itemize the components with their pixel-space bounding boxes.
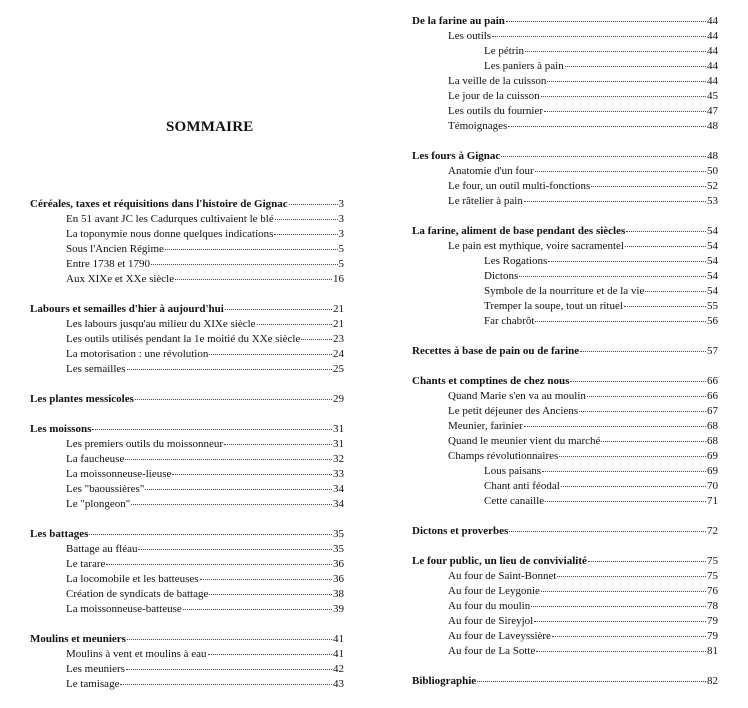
dot-leader	[509, 531, 706, 532]
dot-leader	[579, 411, 706, 412]
toc-entry-title: Labours et semailles d'hier à aujourd'hui	[30, 303, 224, 315]
toc-entry-title: Anatomie d'un four	[448, 165, 534, 177]
toc-entry-title: Moulins à vent et moulins à eau	[66, 648, 207, 660]
toc-entry	[484, 464, 718, 479]
toc-entry-title: Céréales, taxes et réquisitions dans l'histoire de Gignac	[30, 198, 288, 210]
toc-page-number: 54	[707, 285, 718, 297]
toc-entry	[66, 437, 344, 452]
dot-leader	[145, 489, 332, 490]
dot-leader	[545, 501, 706, 502]
toc-entry-title: Entre 1738 et 1790	[66, 258, 151, 270]
toc-entry-title: Au four de Laveyssière	[448, 630, 551, 642]
toc-entry	[66, 602, 344, 617]
dot-leader	[559, 456, 706, 457]
toc-entry-title: Symbole de la nourriture et de la vie	[484, 285, 645, 297]
toc-page-number: 25	[333, 363, 344, 375]
dot-leader	[535, 321, 706, 322]
toc-entry-title: Sous l'Ancien Régime	[66, 243, 164, 255]
toc-entry	[448, 119, 718, 134]
toc-entry	[66, 227, 344, 242]
toc-section	[412, 14, 718, 29]
toc-entry-title: Au four de Sireyjol	[448, 615, 534, 627]
toc-entry	[448, 389, 718, 404]
dot-leader	[544, 111, 706, 112]
toc-page-number: 36	[333, 573, 344, 585]
toc-page-number: 56	[707, 315, 718, 327]
toc-entry-title: Les outils du fournier	[448, 105, 544, 117]
toc-entry	[66, 212, 344, 227]
dot-leader	[531, 606, 706, 607]
toc-page-number: 67	[707, 405, 718, 417]
toc-page-number: 54	[707, 240, 718, 252]
toc-entry-title: Aux XIXe et XXe siècle	[66, 273, 175, 285]
toc-page-number: 44	[707, 45, 718, 57]
dot-leader	[477, 681, 706, 682]
toc-entry-title: Le tarare	[66, 558, 106, 570]
toc-entry-title: Les plantes messicoles	[30, 393, 134, 405]
toc-page-number: 48	[707, 150, 718, 162]
dot-leader	[626, 231, 706, 232]
dot-leader	[106, 564, 332, 565]
dot-leader	[591, 186, 706, 187]
toc-page-number: 69	[707, 450, 718, 462]
toc-entry-title: Les "baoussières"	[66, 483, 145, 495]
toc-entry-title: Au four de Saint-Bonnet	[448, 570, 557, 582]
dot-leader	[588, 561, 706, 562]
dot-leader	[548, 261, 706, 262]
toc-entry	[448, 74, 718, 89]
dot-leader	[561, 486, 706, 487]
toc-page-number: 34	[333, 483, 344, 495]
toc-page-number: 47	[707, 105, 718, 117]
toc-section	[30, 392, 344, 407]
dot-leader	[225, 309, 332, 310]
toc-entry-title: La veille de la cuisson	[448, 75, 547, 87]
toc-page-number: 32	[333, 453, 344, 465]
toc-page-number: 66	[707, 375, 718, 387]
dot-leader	[625, 246, 706, 247]
toc-entry	[66, 317, 344, 332]
toc-entry	[484, 59, 718, 74]
toc-entry-title: Dictons	[484, 270, 519, 282]
toc-section	[30, 422, 344, 437]
toc-entry	[66, 272, 344, 287]
toc-page-number: 54	[707, 225, 718, 237]
toc-entry	[66, 497, 344, 512]
toc-page-number: 21	[333, 303, 344, 315]
dot-leader	[165, 249, 338, 250]
toc-entry	[448, 584, 718, 599]
toc-entry-title: Les outils	[448, 30, 492, 42]
toc-page-number: 81	[707, 645, 718, 657]
toc-entry	[66, 242, 344, 257]
toc-page-number: 54	[707, 255, 718, 267]
dot-leader	[492, 36, 706, 37]
toc-page-number: 44	[707, 30, 718, 42]
dot-leader	[208, 654, 332, 655]
toc-entry-title: Les semailles	[66, 363, 126, 375]
toc-entry-title: Le "plongeon"	[66, 498, 131, 510]
toc-entry	[448, 164, 718, 179]
toc-page-number: 75	[707, 555, 718, 567]
dot-leader	[525, 51, 706, 52]
dot-leader	[135, 399, 332, 400]
toc-entry	[448, 434, 718, 449]
toc-entry-title: Recettes à base de pain ou de farine	[412, 345, 580, 357]
toc-entry	[484, 299, 718, 314]
toc-page-number: 42	[333, 663, 344, 675]
toc-entry	[448, 569, 718, 584]
toc-page-number: 39	[333, 603, 344, 615]
toc-page-number: 35	[333, 528, 344, 540]
toc-entry	[484, 494, 718, 509]
toc-entry-title: En 51 avant JC les Cadurques cultivaient le blé	[66, 213, 274, 225]
toc-entry-title: La moissonneuse-batteuse	[66, 603, 182, 615]
toc-entry	[448, 404, 718, 419]
toc-entry	[484, 479, 718, 494]
dot-leader	[541, 591, 706, 592]
toc-entry	[66, 542, 344, 557]
toc-section	[412, 674, 718, 689]
toc-page-number: 5	[338, 243, 344, 255]
toc-section	[30, 197, 344, 212]
dot-leader	[200, 579, 332, 580]
toc-entry	[448, 104, 718, 119]
toc-page-number: 35	[333, 543, 344, 555]
toc-section	[412, 554, 718, 569]
toc-entry-title: Le pain est mythique, voire sacramentel	[448, 240, 624, 252]
dot-leader	[570, 381, 706, 382]
dot-leader	[506, 21, 706, 22]
dot-leader	[301, 339, 332, 340]
page-title: SOMMAIRE	[166, 119, 254, 135]
toc-entry-title: Les outils utilisés pendant la 1e moitié du XXe siècle	[66, 333, 301, 345]
toc-page-number: 5	[338, 258, 344, 270]
dot-leader	[209, 354, 332, 355]
toc-entry-title: La motorisation : une révolution	[66, 348, 209, 360]
toc-page-number: 50	[707, 165, 718, 177]
toc-entry	[448, 29, 718, 44]
toc-entry	[448, 614, 718, 629]
toc-page-number: 68	[707, 435, 718, 447]
dot-leader	[601, 441, 706, 442]
toc-entry	[66, 467, 344, 482]
toc-entry	[66, 677, 344, 692]
toc-entry	[448, 239, 718, 254]
dot-leader	[175, 279, 332, 280]
dot-leader	[524, 426, 706, 427]
toc-entry-title: La locomobile et les batteuses	[66, 573, 199, 585]
toc-entry-title: Battage au fléau	[66, 543, 138, 555]
toc-page-number: 55	[707, 300, 718, 312]
dot-leader	[125, 459, 332, 460]
toc-entry	[66, 257, 344, 272]
toc-page-number: 44	[707, 75, 718, 87]
toc-page-number: 82	[707, 675, 718, 687]
toc-entry	[448, 89, 718, 104]
toc-entry	[484, 314, 718, 329]
toc-page-number: 23	[333, 333, 344, 345]
toc-page-number: 24	[333, 348, 344, 360]
toc-entry	[66, 347, 344, 362]
toc-entry-title: Témoignages	[448, 120, 508, 132]
toc-page-number: 76	[707, 585, 718, 597]
dot-leader	[536, 651, 706, 652]
toc-page-number: 48	[707, 120, 718, 132]
toc-entry-title: Far chabrôt	[484, 315, 535, 327]
toc-entry	[66, 557, 344, 572]
toc-entry-title: Chant anti féodal	[484, 480, 560, 492]
dot-leader	[565, 66, 706, 67]
toc-entry-title: Au four de La Sotte	[448, 645, 536, 657]
dot-leader	[519, 276, 706, 277]
toc-page-number: 52	[707, 180, 718, 192]
toc-entry-title: Meunier, farinier	[448, 420, 523, 432]
toc-entry-title: Les labours jusqu'au milieu du XIXe siècle	[66, 318, 256, 330]
toc-page-number: 21	[333, 318, 344, 330]
dot-leader	[547, 81, 706, 82]
toc-page-number: 57	[707, 345, 718, 357]
dot-leader	[209, 594, 332, 595]
dot-leader	[126, 669, 332, 670]
toc-page-number: 68	[707, 420, 718, 432]
dot-leader	[127, 369, 332, 370]
toc-page-number: 3	[338, 198, 344, 210]
toc-entry-title: Le four public, un lieu de convivialité	[412, 555, 587, 567]
toc-entry-title: De la farine au pain	[412, 15, 505, 27]
toc-page-number: 43	[333, 678, 344, 690]
dot-leader	[580, 351, 706, 352]
dot-leader	[183, 609, 332, 610]
toc-entry	[484, 269, 718, 284]
dot-leader	[131, 504, 332, 505]
dot-leader	[151, 264, 337, 265]
dot-leader	[257, 324, 332, 325]
toc-page-number: 36	[333, 558, 344, 570]
toc-page-number: 41	[333, 648, 344, 660]
toc-entry-title: La toponymie nous donne quelques indications	[66, 228, 274, 240]
toc-entry-title: Quand le meunier vient du marché	[448, 435, 601, 447]
dot-leader	[127, 639, 332, 640]
toc-entry	[66, 482, 344, 497]
toc-section	[412, 224, 718, 239]
toc-page-number: 31	[333, 438, 344, 450]
dot-leader	[587, 396, 706, 397]
dot-leader	[120, 684, 332, 685]
toc-section	[30, 527, 344, 542]
toc-entry-title: La farine, aliment de base pendant des siècles	[412, 225, 626, 237]
toc-page-number: 78	[707, 600, 718, 612]
dot-leader	[534, 621, 706, 622]
toc-page-number: 44	[707, 60, 718, 72]
toc-entry	[448, 179, 718, 194]
toc-entry-title: Les meuniers	[66, 663, 125, 675]
toc-section	[412, 149, 718, 164]
toc-entry	[448, 599, 718, 614]
dot-leader	[557, 576, 706, 577]
toc-section	[30, 302, 344, 317]
toc-entry-title: Le râtelier à pain	[448, 195, 523, 207]
toc-entry-title: Le jour de la cuisson	[448, 90, 540, 102]
dot-leader	[645, 291, 706, 292]
dot-leader	[552, 636, 706, 637]
toc-page-number: 79	[707, 630, 718, 642]
toc-entry-title: Moulins et meuniers	[30, 633, 126, 645]
toc-entry-title: Chants et comptines de chez nous	[412, 375, 570, 387]
toc-page-number: 3	[338, 228, 344, 240]
toc-entry-title: Les battages	[30, 528, 89, 540]
toc-section	[30, 632, 344, 647]
toc-entry	[66, 362, 344, 377]
toc-entry	[448, 449, 718, 464]
toc-entry	[66, 332, 344, 347]
toc-entry-title: Le pétrin	[484, 45, 525, 57]
toc-page-number: 16	[333, 273, 344, 285]
toc-page-number: 31	[333, 423, 344, 435]
toc-page-number: 3	[338, 213, 344, 225]
toc-entry-title: Champs révolutionnaires	[448, 450, 559, 462]
toc-page-number: 66	[707, 390, 718, 402]
toc-entry-title: Le four, un outil multi-fonctions	[448, 180, 591, 192]
toc-entry-title: Les moissons	[30, 423, 92, 435]
toc-entry-title: Les Rogations	[484, 255, 548, 267]
toc-page-number: 34	[333, 498, 344, 510]
dot-leader	[224, 444, 332, 445]
toc-page-number: 69	[707, 465, 718, 477]
toc-entry	[66, 587, 344, 602]
toc-entry	[448, 629, 718, 644]
dot-leader	[508, 126, 706, 127]
dot-leader	[172, 474, 332, 475]
toc-entry	[66, 572, 344, 587]
toc-entry	[66, 647, 344, 662]
dot-leader	[275, 219, 338, 220]
toc-page-number: 29	[333, 393, 344, 405]
toc-page-number: 45	[707, 90, 718, 102]
dot-leader	[289, 204, 338, 205]
toc-entry-title: La moissonneuse-lieuse	[66, 468, 172, 480]
toc-page-number: 72	[707, 525, 718, 537]
toc-entry	[448, 419, 718, 434]
toc-entry-title: Le petit déjeuner des Anciens	[448, 405, 579, 417]
dot-leader	[535, 171, 706, 172]
dot-leader	[541, 96, 706, 97]
toc-page-number: 79	[707, 615, 718, 627]
toc-entry-title: Dictons et proverbes	[412, 525, 509, 537]
toc-entry	[448, 644, 718, 659]
dot-leader	[138, 549, 332, 550]
toc-entry-title: La faucheuse	[66, 453, 125, 465]
toc-entry	[448, 194, 718, 209]
toc-entry-title: Au four du moulin	[448, 600, 531, 612]
dot-leader	[92, 429, 332, 430]
toc-entry-title: Cette canaille	[484, 495, 545, 507]
toc-entry	[66, 662, 344, 677]
toc-entry-title: Les paniers à pain	[484, 60, 564, 72]
toc-entry	[484, 44, 718, 59]
toc-page-number: 38	[333, 588, 344, 600]
toc-entry-title: Bibliographie	[412, 675, 477, 687]
toc-entry-title: Les fours à Gignac	[412, 150, 501, 162]
toc-section	[412, 374, 718, 389]
toc-page-number: 44	[707, 15, 718, 27]
toc-entry-title: Création de syndicats de battage	[66, 588, 209, 600]
toc-entry-title: Tremper la soupe, tout un rituel	[484, 300, 623, 312]
dot-leader	[524, 201, 706, 202]
toc-page-number: 41	[333, 633, 344, 645]
toc-page-number: 33	[333, 468, 344, 480]
toc-entry-title: Au four de Leygonie	[448, 585, 540, 597]
right-page	[374, 0, 748, 708]
toc-entry-title: Le tamisage	[66, 678, 120, 690]
dot-leader	[542, 471, 706, 472]
toc-page-number: 53	[707, 195, 718, 207]
toc-entry-title: Lous paisans	[484, 465, 542, 477]
dot-leader	[624, 306, 706, 307]
toc-entry-title: Les premiers outils du moissonneur	[66, 438, 224, 450]
toc-entry-title: Quand Marie s'en va au moulin	[448, 390, 586, 402]
dot-leader	[274, 234, 337, 235]
dot-leader	[501, 156, 706, 157]
toc-section	[412, 344, 718, 359]
toc-entry	[484, 284, 718, 299]
toc-page-number: 71	[707, 495, 718, 507]
toc-page-number: 70	[707, 480, 718, 492]
toc-entry	[484, 254, 718, 269]
toc-section	[412, 524, 718, 539]
toc-entry	[66, 452, 344, 467]
dot-leader	[89, 534, 332, 535]
toc-page-number: 54	[707, 270, 718, 282]
toc-page-number: 75	[707, 570, 718, 582]
